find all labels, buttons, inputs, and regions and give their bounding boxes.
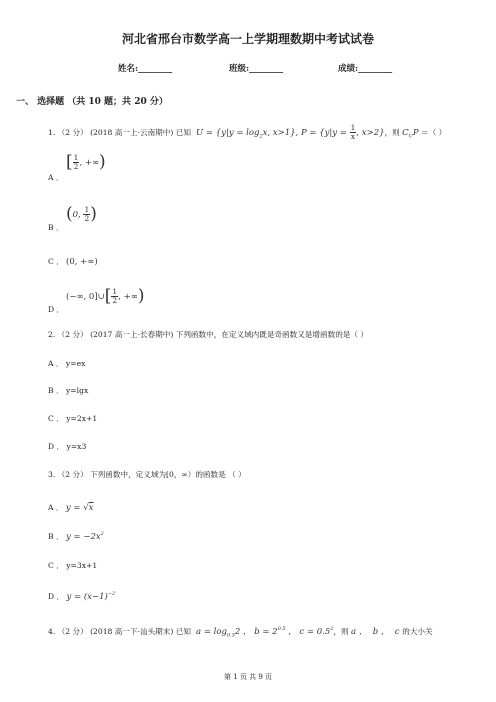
class-field: 班级:________: [229, 64, 284, 74]
option-text: y=lgx: [66, 386, 89, 395]
option-label: A ．: [48, 173, 64, 182]
option-label: D ．: [48, 442, 65, 451]
option-b-formula: (0, $\frac{1}{2}$ ): [66, 204, 97, 224]
question-4-end: 的大小关: [402, 627, 433, 636]
option-text: y=x3: [66, 442, 87, 451]
question-2-text: 2. （2 分） (2017 高一上·长春期中) 下列函数中，在定义域内既是奇函数又是增函数的是（ ）: [48, 330, 369, 339]
page-title: 河北省邢台市数学高一上学期理数期中考试试卷: [121, 32, 374, 46]
option-label: C ．: [48, 414, 64, 423]
question-1-answer-paren: ＝（ ）: [421, 128, 447, 137]
option-label: D ．: [48, 592, 65, 601]
question-1: [48, 124, 446, 141]
question-3-option-b[interactable]: [48, 531, 104, 542]
option-label: A ．: [48, 503, 64, 512]
option-label: B ．: [48, 386, 64, 395]
question-2-option-d[interactable]: [48, 441, 86, 452]
option-text: y=3x+1: [66, 561, 98, 570]
question-4-then: ，则: [333, 627, 349, 636]
question-4-formula: $a = \log_{0.5}2$ ， $b = 2^{0.5}$ ， $c = 0.5^2$: [193, 626, 334, 639]
option-text: y=2x+1: [66, 414, 98, 423]
option-d-formula: (−∞, 0]∪[ $\frac{1}{2}$ , +∞): [66, 286, 145, 306]
question-3-option-a[interactable]: [48, 502, 93, 513]
page-footer: 第 1 页 共 9 页: [223, 673, 273, 681]
option-label: B ．: [48, 223, 64, 232]
option-label: B ．: [48, 532, 64, 541]
score-field: 成绩:________: [338, 64, 393, 74]
question-1-option-a[interactable]: [48, 172, 64, 183]
question-2-option-b[interactable]: [48, 385, 88, 396]
question-2-option-a[interactable]: [48, 358, 85, 369]
question-3-option-c[interactable]: [48, 560, 97, 571]
option-c-formula: (0, +∞): [66, 257, 98, 267]
question-1-option-c[interactable]: [48, 256, 64, 267]
section-heading: 一、 选择题 （共 10 题；共 20 分）: [16, 97, 168, 107]
question-1-option-b[interactable]: [48, 222, 64, 233]
question-2-option-c[interactable]: [48, 413, 97, 424]
name-field: 姓名:________: [118, 64, 173, 74]
question-3-text: 3. （2 分） 下列函数中，定义域为[0，∞）的函数是 （ ）: [48, 470, 246, 479]
option-label: C ．: [48, 561, 64, 570]
question-3-option-d[interactable]: [48, 591, 115, 602]
option-label: D ．: [48, 305, 65, 314]
option-a-formula: y = √x: [65, 503, 94, 513]
question-1-then: ，则: [384, 128, 400, 137]
question-1-formula-sets: $U = \{y|y = \log_2x$, x>1}, P = {y|y = $\frac{1}{x}$ , x>2}: [193, 123, 385, 141]
option-label: C ．: [48, 257, 64, 266]
question-1-formula-complement: $C_UP$: [402, 128, 419, 140]
question-1-text: 1. （2 分） (2018 高一上·云南期中) 已知: [48, 128, 191, 137]
question-4-text: 4. （2 分） (2018 高一下·汕头期末) 已知: [48, 627, 191, 636]
question-1-option-d[interactable]: [48, 304, 64, 315]
option-a-formula: [ $\frac{1}{2}$ , +∞): [66, 152, 106, 172]
option-b-formula: $y = -2x^2$: [66, 531, 104, 542]
option-d-formula: $y = (x-1)^{-2}$: [66, 591, 116, 602]
option-text: y=ex: [65, 359, 86, 368]
question-4: [48, 625, 433, 639]
question-4-vars: a ， b ， c: [351, 627, 403, 637]
option-label: A ．: [48, 359, 64, 368]
